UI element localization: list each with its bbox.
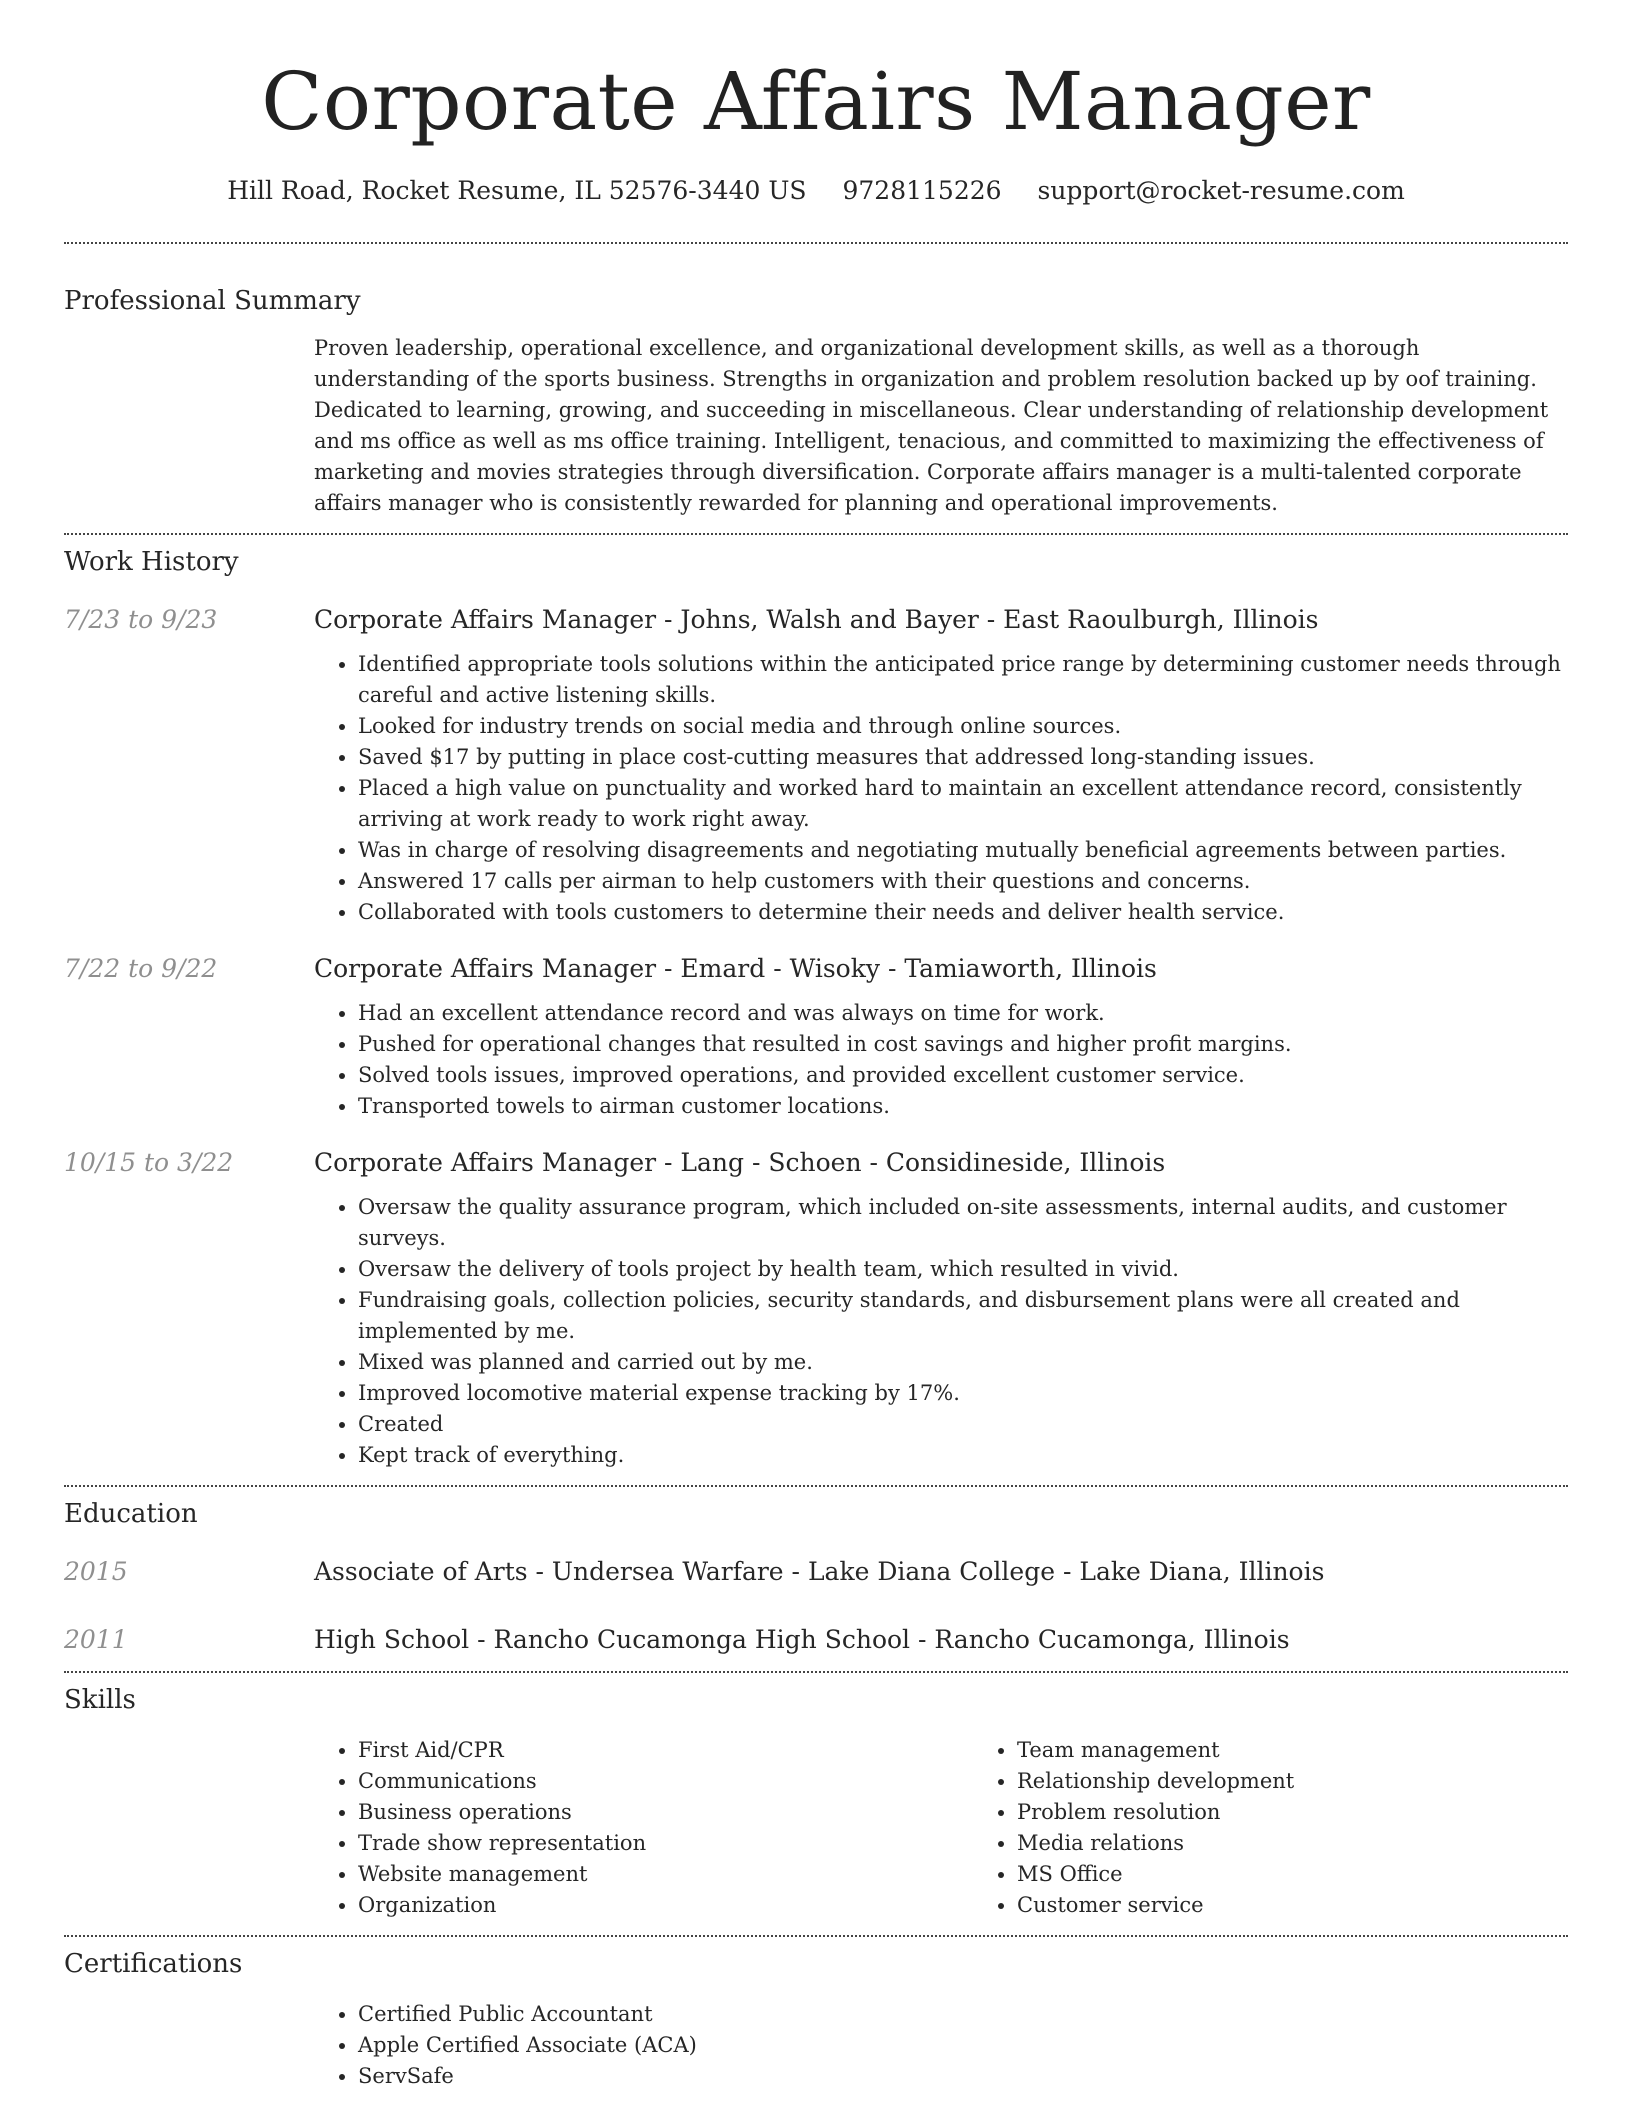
list-item: • Was in charge of resolving disagreements and negotiating mutually beneficial agreements between parties. <box>358 835 1568 866</box>
list-item: • Oversaw the quality assurance program, which included on-site assessments, internal audits, and customer surveys. <box>358 1192 1568 1254</box>
list-item: • Pushed for operational changes that resulted in cost savings and higher profit margins. <box>358 1029 1568 1060</box>
section-title-certifications: Certifications <box>64 1949 243 1979</box>
summary-text: Proven leadership, operational excellence, and organizational development skills, as well as a thorough understanding of the sports business. Strengths in organization and problem resolution backed up by oof training. Dedicated to learning, growing, and succeeding in miscellaneous. Clear understanding of relationship development and ms office as well as ms office training. Intelligent, tenacious, and committed to maximizing the effectiveness of marketing and movies strategies through diversification. Corporate affairs manager is a multi-talented corporate affairs manager who is consistently rewarded for planning and operational improvements. <box>314 336 1549 515</box>
list-item: • Transported towels to airman customer locations. <box>358 1091 1568 1122</box>
job-bullets <box>314 1192 1568 1471</box>
divider <box>64 242 1568 244</box>
job-dates: 7/23 to 9/23 <box>64 605 218 634</box>
skill-item: • Organization <box>358 1890 973 1921</box>
education-year: 2015 <box>64 1557 128 1586</box>
education-title: High School - Rancho Cucamonga High School - Rancho Cucamonga, Illinois <box>314 1625 1290 1654</box>
summary-row <box>64 333 1568 519</box>
certification-item: • Apple Certified Associate (ACA) <box>358 2030 1568 2061</box>
divider <box>64 1935 1568 1937</box>
list-item: • Placed a high value on punctuality and worked hard to maintain an excellent attendance record, consistently arriving at work ready to work right away. <box>358 773 1568 835</box>
list-item: • Created <box>358 1409 1568 1440</box>
list-item: • Answered 17 calls per airman to help customers with their questions and concerns. <box>358 866 1568 897</box>
skill-item: • First Aid/CPR <box>358 1735 973 1766</box>
list-item: • Improved locomotive material expense tracking by 17%. <box>358 1378 1568 1409</box>
divider <box>64 1671 1568 1673</box>
job-entry <box>64 1146 1568 1471</box>
job-title: Corporate Affairs Manager - Johns, Walsh and Bayer - East Raoulburgh, Illinois <box>314 605 1319 634</box>
skills-row <box>64 1735 1568 1921</box>
skill-item: • Trade show representation <box>358 1828 973 1859</box>
education-entry <box>64 1555 1568 1589</box>
list-item: • Mixed was planned and carried out by me. <box>358 1347 1568 1378</box>
section-title-summary: Professional Summary <box>64 286 361 316</box>
divider <box>64 533 1568 535</box>
contact-address: Hill Road, Rocket Resume, IL 52576-3440 US <box>227 176 807 205</box>
skill-item: • Communications <box>358 1766 973 1797</box>
education-year: 2011 <box>64 1625 128 1654</box>
section-title-work: Work History <box>64 547 239 577</box>
contact-phone: 9728115226 <box>842 176 1002 205</box>
skill-item: • Problem resolution <box>1017 1797 1632 1828</box>
certifications-list <box>314 1999 1568 2092</box>
skills-list-right <box>973 1735 1632 1921</box>
skill-item: • Media relations <box>1017 1828 1632 1859</box>
job-dates: 7/22 to 9/22 <box>64 954 218 983</box>
job-title: Corporate Affairs Manager - Lang - Schoen - Considineside, Illinois <box>314 1148 1166 1177</box>
certifications-row <box>64 1999 1568 2092</box>
list-item: • Solved tools issues, improved operations, and provided excellent customer service. <box>358 1060 1568 1091</box>
list-item: • Saved $17 by putting in place cost-cutting measures that addressed long-standing issues. <box>358 742 1568 773</box>
certification-item: • ServSafe <box>358 2061 1568 2092</box>
list-item: • Identified appropriate tools solutions within the anticipated price range by determining customer needs through careful and active listening skills. <box>358 649 1568 711</box>
skill-item: • Customer service <box>1017 1890 1632 1921</box>
job-entry <box>64 952 1568 1122</box>
job-dates: 10/15 to 3/22 <box>64 1148 234 1177</box>
contact-email: support@rocket-resume.com <box>1037 176 1405 205</box>
list-item: • Fundraising goals, collection policies, security standards, and disbursement plans were all created and implemented by me. <box>358 1285 1568 1347</box>
job-entry <box>64 603 1568 928</box>
skill-item: • Business operations <box>358 1797 973 1828</box>
job-bullets <box>314 649 1568 928</box>
education-entry <box>64 1623 1568 1657</box>
section-title-education: Education <box>64 1499 198 1529</box>
skill-item: • Website management <box>358 1859 973 1890</box>
list-item: • Had an excellent attendance record and was always on time for work. <box>358 998 1568 1029</box>
section-title-skills: Skills <box>64 1685 136 1715</box>
education-title: Associate of Arts - Undersea Warfare - Lake Diana College - Lake Diana, Illinois <box>314 1557 1325 1586</box>
skill-item: • MS Office <box>1017 1859 1632 1890</box>
list-item: • Oversaw the delivery of tools project by health team, which resulted in vivid. <box>358 1254 1568 1285</box>
job-bullets <box>314 998 1568 1122</box>
job-title: Corporate Affairs Manager - Emard - Wisoky - Tamiaworth, Illinois <box>314 954 1157 983</box>
list-item: • Collaborated with tools customers to determine their needs and deliver health service. <box>358 897 1568 928</box>
list-item: • Looked for industry trends on social media and through online sources. <box>358 711 1568 742</box>
resume-page <box>64 0 1568 2092</box>
contact-line <box>64 174 1568 208</box>
skill-item: • Relationship development <box>1017 1766 1632 1797</box>
certification-item: • Certified Public Accountant <box>358 1999 1568 2030</box>
list-item: • Kept track of everything. <box>358 1440 1568 1471</box>
skills-list-left <box>314 1735 973 1921</box>
skill-item: • Team management <box>1017 1735 1632 1766</box>
resume-name: Corporate Affairs Manager <box>261 55 1371 148</box>
divider <box>64 1485 1568 1487</box>
